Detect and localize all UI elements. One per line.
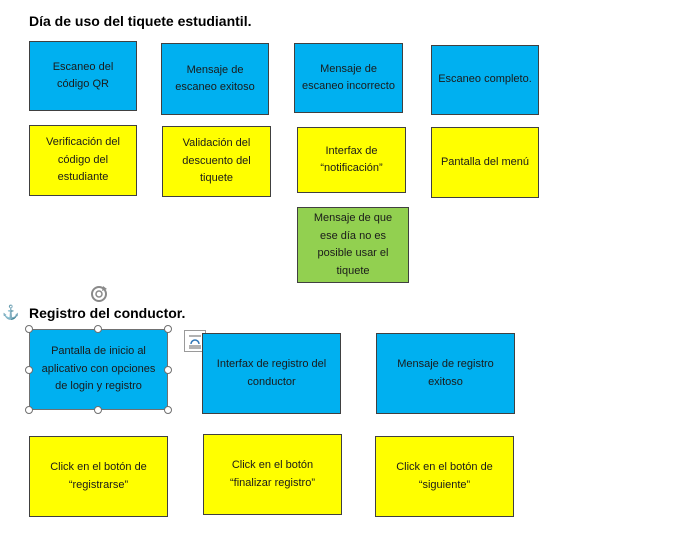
box-label: Interfax de registro del conductor (216, 358, 327, 388)
flow-box-menu-screen[interactable] (431, 127, 539, 198)
box-label: Escaneo del código QR (52, 60, 114, 90)
box-label: Click en el botón de “registrarse” (50, 461, 147, 491)
flow-box-scan-success[interactable] (161, 43, 269, 115)
box-label: Verificación del código del estudiante (46, 136, 120, 184)
box-label: Click en el botón de “siguiente” (396, 461, 493, 491)
resize-handle-right[interactable] (164, 366, 172, 374)
flow-box-ticket-not-usable[interactable] (297, 207, 409, 283)
box-label: Escaneo completo. (438, 73, 532, 86)
flow-box-click-next[interactable] (375, 436, 514, 517)
box-label: Click en el botón “finalizar registro” (230, 459, 315, 489)
box-label: Pantalla de inicio al aplicativo con opciones de login y registro (41, 345, 156, 393)
box-label: Mensaje de escaneo incorrecto (302, 62, 395, 92)
anchor-icon: ⚓ (2, 304, 20, 320)
box-label: Mensaje de registro exitoso (397, 358, 494, 388)
resize-handle-top-left[interactable] (25, 325, 33, 333)
resize-handle-bottom[interactable] (94, 406, 102, 414)
flow-box-registration-success[interactable] (376, 333, 515, 414)
flow-box-student-code-verify[interactable] (29, 125, 137, 196)
flow-box-notification-interface[interactable] (297, 127, 406, 193)
section-heading-driver-registration: Registro del conductor. (29, 305, 186, 321)
flow-box-scan-complete[interactable] (431, 45, 539, 115)
flow-box-click-finish-registration[interactable] (203, 434, 342, 515)
rotate-handle-icon[interactable] (88, 283, 110, 305)
flow-box-app-start-screen[interactable] (29, 329, 168, 410)
flow-box-scan-incorrect[interactable] (294, 43, 403, 113)
box-label: Validación del descuento del tiquete (182, 137, 251, 185)
box-label: Mensaje de que ese día no es posible usar el tiquete (313, 212, 393, 277)
flow-box-driver-registration-interface[interactable] (202, 333, 341, 414)
section-heading-student-ticket: Día de uso del tiquete estudiantil. (29, 13, 252, 29)
resize-handle-bottom-right[interactable] (164, 406, 172, 414)
resize-handle-left[interactable] (25, 366, 33, 374)
resize-handle-top-right[interactable] (164, 325, 172, 333)
flow-box-click-register[interactable] (29, 436, 168, 517)
resize-handle-top[interactable] (94, 325, 102, 333)
flow-box-qr-scan[interactable] (29, 41, 137, 111)
box-label: Mensaje de escaneo exitoso (175, 63, 255, 93)
box-label: Pantalla del menú (440, 155, 530, 168)
box-label: Interfax de “notificación” (320, 144, 383, 174)
flow-box-discount-validation[interactable] (162, 126, 271, 197)
resize-handle-bottom-left[interactable] (25, 406, 33, 414)
